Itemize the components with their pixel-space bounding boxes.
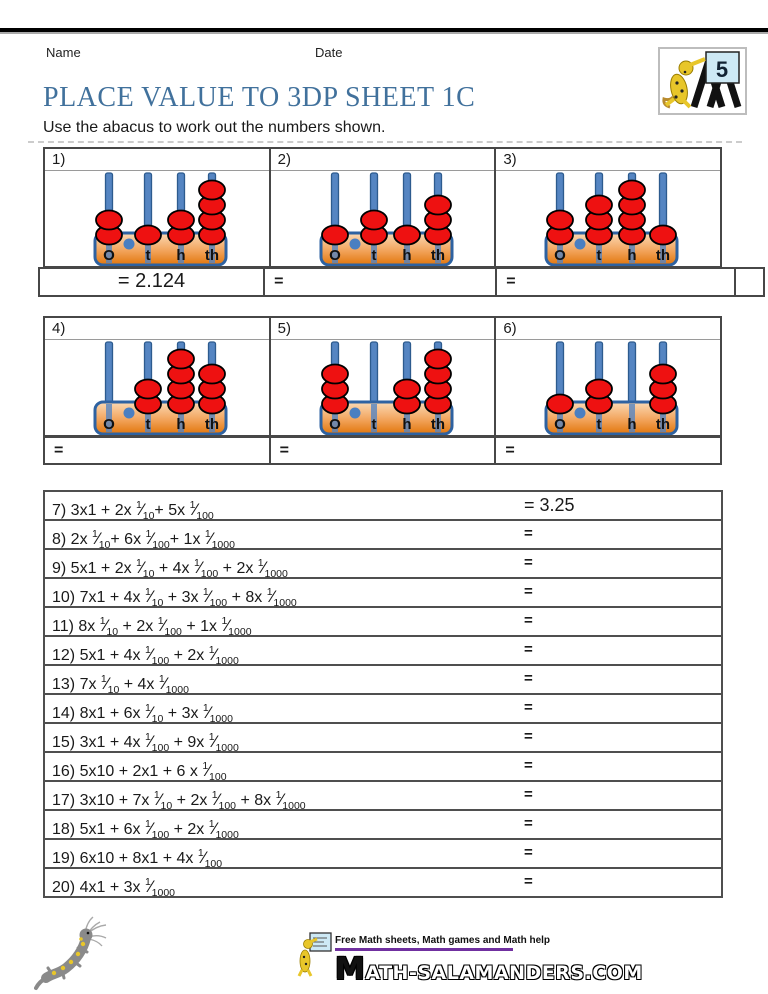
abacus-problem-number: 6) [496, 318, 720, 340]
question-expression: 20) 4x1 + 3x $^1⁄_{1000}$ [52, 879, 175, 896]
abacus-problem-number: 1) [45, 149, 269, 171]
dashed-separator [28, 141, 742, 143]
salamander-illustration [34, 914, 110, 994]
abacus-answer-stub [734, 269, 763, 295]
fraction: $^1⁄_{100}$ [197, 847, 223, 869]
fraction: $^1⁄_{1000}$ [275, 789, 306, 811]
question-answer: = [524, 612, 533, 629]
question-expression: 8) 2x $^1⁄_{10}+ 6x$ $^1⁄_{100}+ 1x$ $^1⁄_{1000}$ [52, 531, 235, 548]
abacus-graphic [271, 171, 495, 266]
abacus-problem-number: 4) [45, 318, 269, 340]
question-expression: 14) 8x1 + 6x $^1⁄_{10} + 3x$ $^1⁄_{1000}$ [52, 705, 233, 722]
question-answer: = [524, 873, 533, 890]
fraction: $^1⁄_{10}$ [100, 673, 120, 695]
questions-table [43, 490, 723, 898]
abacus-problem [494, 318, 720, 435]
abacus-graphic-wrap [496, 340, 720, 435]
svg-text:O: O [554, 247, 567, 264]
question-row [45, 753, 721, 782]
question-expression: 18) 5x1 + 6x $^1⁄_{100} + 2x$ $^1⁄_{1000}$ [52, 821, 239, 838]
question-answer: = [524, 699, 533, 716]
abacus-graphic-wrap [45, 171, 269, 266]
svg-text:O: O [328, 247, 341, 264]
question-answer: = [524, 844, 533, 861]
fraction: $^1⁄_{1000}$ [266, 586, 297, 608]
abacus-graphic [45, 171, 269, 266]
question-row [45, 608, 721, 637]
svg-text:th: th [204, 247, 220, 264]
svg-text:O: O [554, 416, 567, 433]
abacus-answer-cell: = [263, 269, 495, 295]
fraction: $^1⁄_{100}$ [144, 818, 170, 840]
question-row [45, 724, 721, 753]
question-expression: 13) 7x $^1⁄_{10} + 4x$ $^1⁄_{1000}$ [52, 676, 189, 693]
question-answer: = [524, 554, 533, 571]
abacus-graphic-wrap [271, 171, 495, 266]
fraction: $^1⁄_{10}$ [136, 499, 155, 521]
footer-tagline: Free Math sheets, Math games and Math help [335, 935, 551, 946]
question-row [45, 811, 721, 840]
fraction: $^1⁄_{10}$ [144, 702, 164, 724]
abacus-problem-number: 3) [496, 149, 720, 171]
question-answer: = [524, 815, 533, 832]
fraction: $^1⁄_{100}$ [211, 789, 237, 811]
question-answer: = [524, 641, 533, 658]
abacus-grid-2 [43, 316, 722, 437]
question-expression: 16) 5x10 + 2x1 + 6 x $^1⁄_{100}$ [52, 763, 227, 780]
abacus-graphic [496, 171, 720, 266]
abacus-answer-row-1 [38, 267, 765, 297]
svg-text:O: O [328, 416, 341, 433]
fraction: $^1⁄_{1000}$ [208, 818, 239, 840]
math-salamanders-grade-logo [658, 47, 747, 115]
fraction: $^1⁄_{1000}$ [204, 528, 235, 550]
abacus-graphic [45, 340, 269, 435]
svg-text:h: h [176, 247, 186, 264]
svg-text:th: th [430, 247, 445, 264]
question-answer: = [524, 525, 533, 542]
abacus-problem [269, 149, 495, 266]
fraction: $^1⁄_{100}$ [202, 760, 227, 782]
svg-text:h: h [402, 247, 412, 264]
fraction: $^1⁄_{1000}$ [144, 876, 175, 896]
fraction: $^1⁄_{100}$ [144, 731, 170, 753]
question-expression: 7) 3x1 + 2x $^1⁄_{10}+ 5x$ $^1⁄_{100}$ [52, 502, 214, 519]
fraction: $^1⁄_{100}$ [145, 528, 170, 550]
question-row [45, 637, 721, 666]
fraction: $^1⁄_{10}$ [153, 789, 173, 811]
footer-brand [297, 931, 643, 987]
abacus-grid-1 [43, 147, 722, 268]
fraction: $^1⁄_{10}$ [99, 615, 119, 637]
abacus-problem [45, 318, 269, 435]
question-row [45, 840, 721, 869]
question-expression: 15) 3x1 + 4x $^1⁄_{100} + 9x$ $^1⁄_{1000}$ [52, 734, 239, 751]
svg-text:O: O [103, 416, 115, 433]
question-answer: = 3.25 [524, 495, 575, 515]
svg-text:t: t [371, 247, 377, 264]
abacus-problem-number: 5) [271, 318, 495, 340]
grade-number: 5 [715, 57, 729, 82]
abacus-answer-cell: = [495, 269, 734, 295]
question-answer: = [524, 670, 533, 687]
svg-text:th: th [430, 416, 445, 433]
abacus-graphic-wrap [271, 340, 495, 435]
abacus-answer-row-2 [43, 436, 722, 465]
svg-text:t: t [596, 416, 602, 433]
fraction: $^1⁄_{100}$ [202, 586, 228, 608]
question-answer: = [524, 786, 533, 803]
fraction: $^1⁄_{100}$ [144, 644, 170, 666]
svg-text:h: h [176, 416, 186, 433]
date-label: Date [315, 45, 343, 60]
svg-text:t: t [371, 416, 377, 433]
fraction: $^1⁄_{1000}$ [221, 615, 252, 637]
footer-accent-rule [335, 948, 513, 951]
svg-text:th: th [204, 416, 220, 433]
top-divider [0, 28, 768, 34]
svg-text:O: O [103, 247, 115, 264]
question-row [45, 521, 721, 550]
question-expression: 9) 5x1 + 2x $^1⁄_{10} + 4x$ $^1⁄_{100} + 2x$ $^1⁄_{1000}$ [52, 560, 288, 577]
fraction: $^1⁄_{10}$ [144, 586, 164, 608]
abacus-answer-cell: = [494, 438, 720, 463]
fraction: $^1⁄_{100}$ [194, 557, 219, 579]
question-answer: = [524, 583, 533, 600]
abacus-problem-number: 2) [271, 149, 495, 171]
question-row [45, 869, 721, 896]
fraction: $^1⁄_{1000}$ [208, 731, 239, 753]
abacus-graphic-wrap [496, 171, 720, 266]
question-row [45, 492, 721, 521]
fraction: $^1⁄_{100}$ [157, 615, 182, 637]
abacus-problem [494, 149, 720, 266]
question-row [45, 666, 721, 695]
fraction: $^1⁄_{10}$ [92, 528, 111, 550]
fraction: $^1⁄_{1000}$ [257, 557, 288, 579]
question-row [45, 579, 721, 608]
svg-text:h: h [402, 416, 412, 433]
svg-text:th: th [656, 416, 671, 433]
fraction: $^1⁄_{100}$ [189, 499, 214, 521]
question-expression: 10) 7x1 + 4x $^1⁄_{10} + 3x$ $^1⁄_{100} + 8x$ $^1⁄_{1000}$ [52, 589, 297, 606]
svg-text:t: t [145, 416, 151, 433]
fraction: $^1⁄_{1000}$ [208, 644, 239, 666]
svg-text:h: h [627, 416, 637, 433]
question-row [45, 782, 721, 811]
name-label: Name [46, 45, 81, 60]
question-answer: = [524, 757, 533, 774]
abacus-problem [269, 318, 495, 435]
question-expression: 12) 5x1 + 4x $^1⁄_{100} + 2x$ $^1⁄_{1000}$ [52, 647, 239, 664]
question-row [45, 695, 721, 724]
question-expression: 17) 3x10 + 7x $^1⁄_{10} + 2x$ $^1⁄_{100} + 8x$ $^1⁄_{1000}$ [52, 792, 306, 809]
svg-text:th: th [656, 247, 671, 264]
instructions-text: Use the abacus to work out the numbers shown. [43, 119, 386, 136]
abacus-graphic [496, 340, 720, 435]
footer-logo-icon [297, 931, 333, 979]
question-answer: = [524, 728, 533, 745]
abacus-answer-cell: = 2.124 [117, 270, 186, 292]
fraction: $^1⁄_{1000}$ [158, 673, 189, 695]
svg-text:t: t [145, 247, 151, 264]
fraction: $^1⁄_{1000}$ [202, 702, 233, 724]
question-expression: 19) 6x10 + 8x1 + 4x $^1⁄_{100}$ [52, 850, 222, 867]
abacus-problem [45, 149, 269, 266]
svg-text:h: h [627, 247, 637, 264]
grade-logo-graphic [660, 49, 745, 113]
abacus-answer-cell: = [269, 438, 495, 463]
abacus-graphic [271, 340, 495, 435]
abacus-graphic-wrap [45, 340, 269, 435]
page-title: PLACE VALUE TO 3DP SHEET 1C [43, 82, 476, 113]
fraction: $^1⁄_{10}$ [136, 557, 155, 579]
question-expression: 11) 8x $^1⁄_{10} + 2x$ $^1⁄_{100} + 1x$ $^1⁄_{1000}$ [52, 618, 252, 635]
question-row [45, 550, 721, 579]
svg-text:t: t [596, 247, 602, 264]
footer-site-name: MATH-SALAMANDERS.COM [335, 952, 643, 987]
abacus-answer-cell: = [54, 442, 64, 459]
